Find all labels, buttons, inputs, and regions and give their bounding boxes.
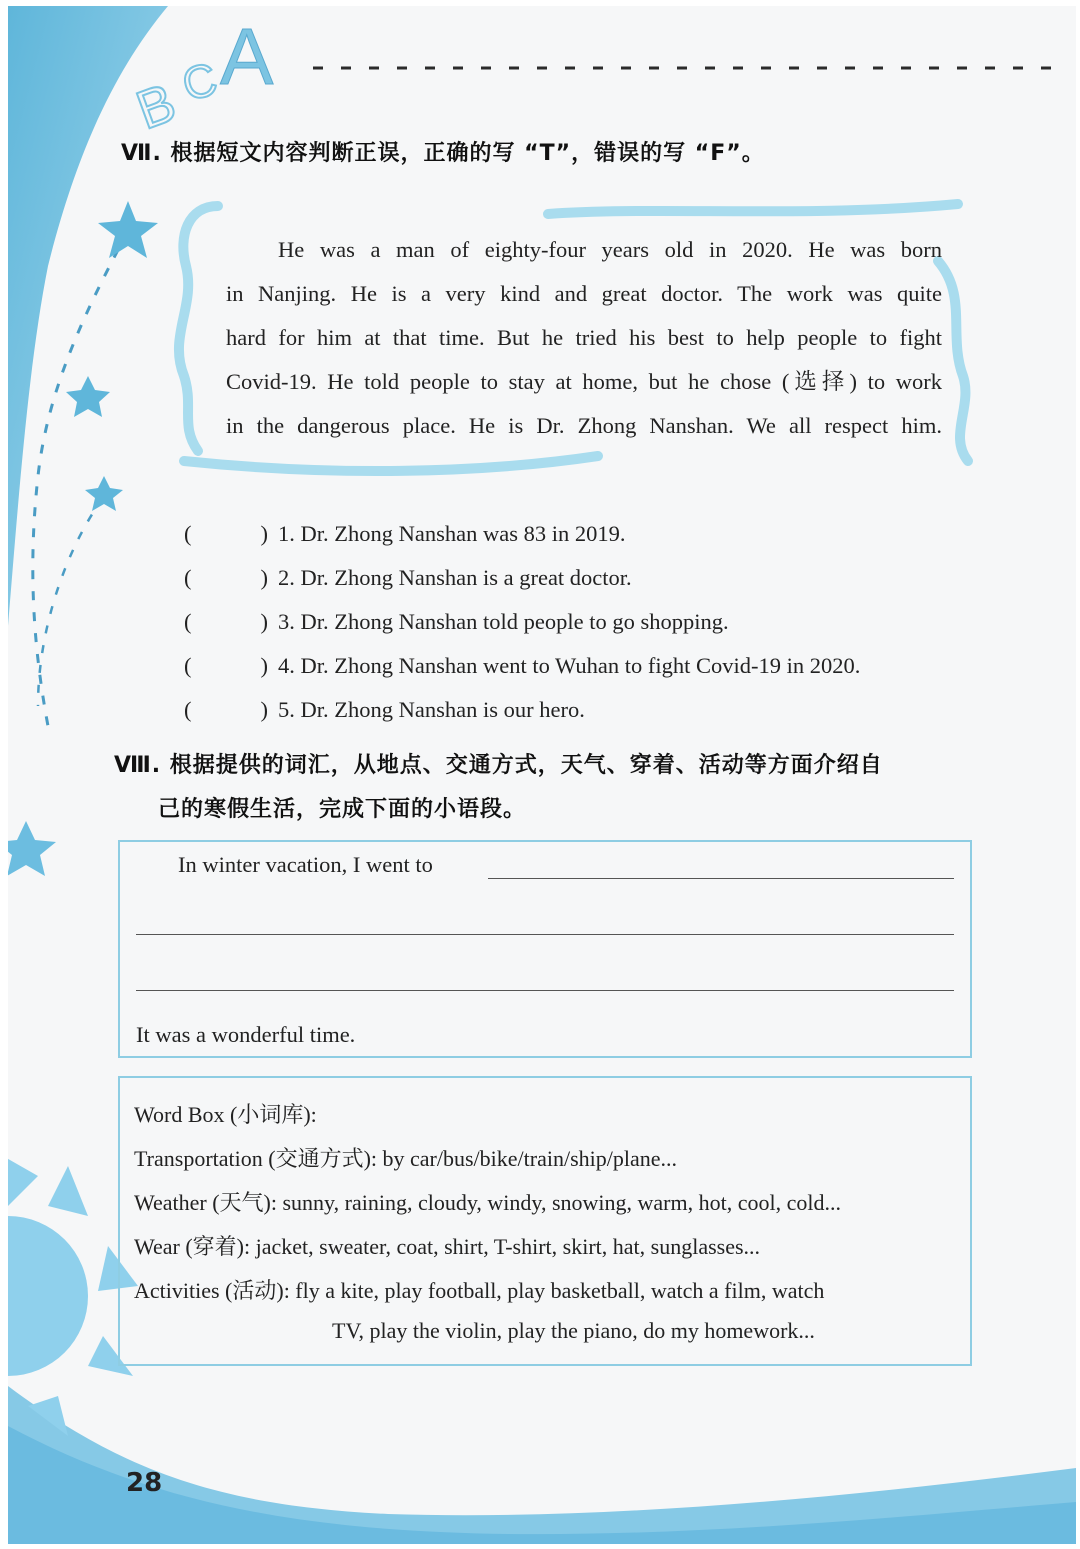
answer-blank[interactable]: ( ) — [184, 609, 268, 634]
word-box-transportation: Transportation (交通方式): by car/bus/bike/train/ship/plane... — [134, 1146, 677, 1171]
page-number: 28 — [126, 1468, 163, 1498]
word-box-title: Word Box (小词库): — [134, 1102, 317, 1127]
section8-heading-line1: Ⅷ. 根据提供的词汇，从地点、交通方式，天气、穿着、活动等方面介绍自 — [114, 753, 883, 778]
writing-line[interactable] — [488, 878, 954, 879]
question-text: 2. Dr. Zhong Nanshan is a great doctor. — [278, 565, 632, 590]
star-icon — [85, 476, 123, 511]
question-list — [184, 512, 984, 732]
passage-line: Covid-19. He told people to stay at home, but he chose (选择) to work — [226, 369, 942, 394]
writing-line[interactable] — [136, 990, 954, 991]
writing-box — [118, 840, 972, 1058]
star-icon — [98, 201, 158, 258]
word-box-activities: Activities (活动): fly a kite, play football, play basketball, watch a film, watch — [134, 1278, 825, 1303]
word-box-wear: Wear (穿着): jacket, sweater, coat, shirt, T-shirt, skirt, hat, sunglasses... — [134, 1234, 761, 1259]
question-item — [184, 512, 984, 556]
answer-blank[interactable]: ( ) — [184, 521, 268, 546]
reading-passage — [226, 228, 942, 448]
answer-blank[interactable]: ( ) — [184, 653, 268, 678]
passage-line: He was a man of eighty-four years old in 2020. He was born — [278, 237, 942, 262]
question-item — [184, 644, 984, 688]
question-item — [184, 688, 984, 732]
decor-letter-c: C — [176, 52, 223, 111]
question-text: 5. Dr. Zhong Nanshan is our hero. — [278, 697, 585, 722]
answer-blank[interactable]: ( ) — [184, 697, 268, 722]
passage-line: in Nanjing. He is a very kind and great doctor. The work was quite — [226, 281, 942, 306]
writing-prompt-start: In winter vacation, I went to — [178, 852, 433, 877]
star-icon — [66, 376, 110, 417]
word-box — [118, 1076, 972, 1366]
decor-letter-b: B — [128, 72, 184, 142]
word-box-weather: Weather (天气): sunny, raining, cloudy, windy, snowing, warm, hot, cool, cold... — [134, 1190, 841, 1215]
writing-line[interactable] — [136, 934, 954, 935]
question-item — [184, 556, 984, 600]
writing-prompt-end: It was a wonderful time. — [136, 1022, 356, 1047]
decor-letter-a: A — [220, 12, 274, 101]
question-text: 3. Dr. Zhong Nanshan told people to go shopping. — [278, 609, 729, 634]
workbook-page — [8, 6, 1076, 1544]
answer-blank[interactable]: ( ) — [184, 565, 268, 590]
section8-heading-line2: 己的寒假生活，完成下面的小语段。 — [158, 797, 527, 822]
passage-line: hard for him at that time. But he tried his best to help people to fight — [226, 325, 942, 350]
star-icon — [8, 821, 56, 876]
question-text: 4. Dr. Zhong Nanshan went to Wuhan to fight Covid-19 in 2020. — [278, 653, 861, 678]
section7-heading: Ⅶ. 根据短文内容判断正误，正确的写 “T”，错误的写 “F”。 — [121, 141, 765, 166]
question-text: 1. Dr. Zhong Nanshan was 83 in 2019. — [278, 521, 626, 546]
word-box-activities-cont: TV, play the violin, play the piano, do my homework... — [332, 1318, 815, 1343]
question-item — [184, 600, 984, 644]
passage-line: in the dangerous place. He is Dr. Zhong Nanshan. We all respect him. — [226, 413, 942, 438]
